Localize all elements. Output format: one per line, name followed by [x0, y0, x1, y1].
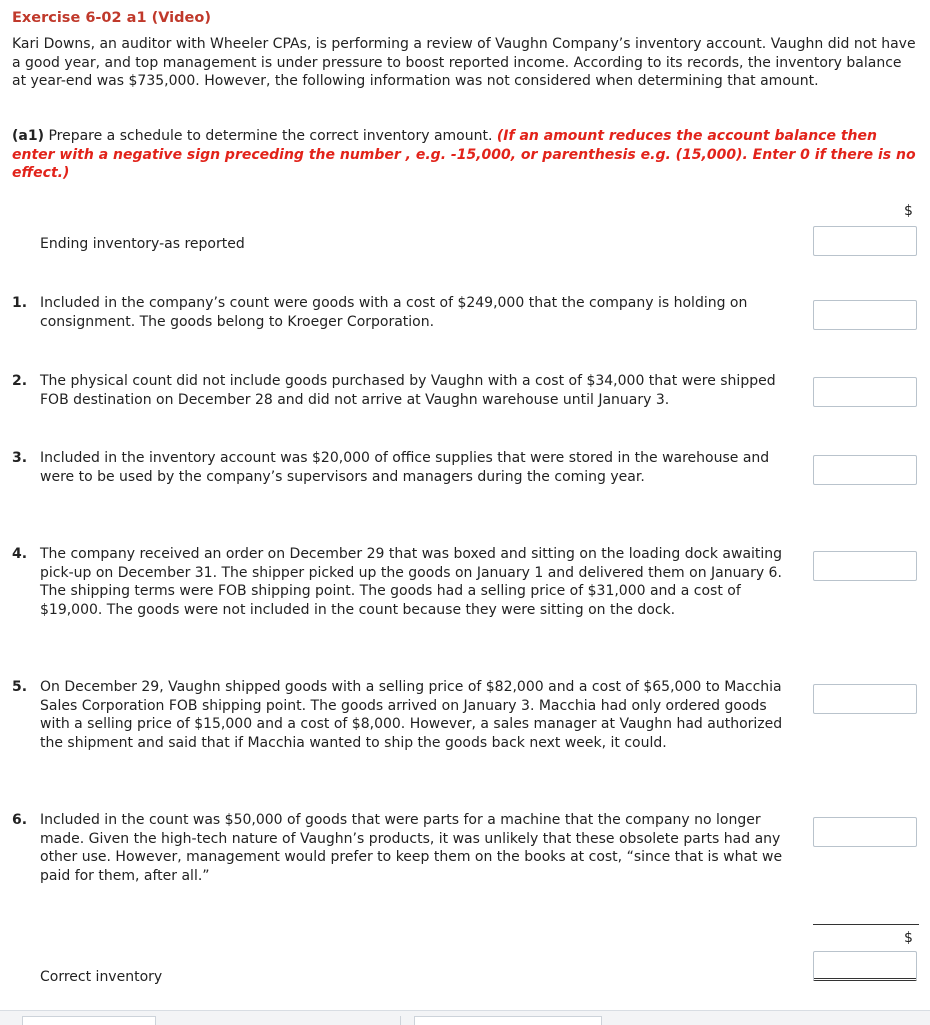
item-3-text: Included in the inventory account was $20,000 of office supplies that were stored in the warehouse and were to be used by the company’s supervisors and managers during the coming year. [40, 450, 770, 485]
item-number: 4. [12, 546, 28, 562]
item-4-input[interactable] [813, 551, 917, 581]
item-number: 1. [12, 295, 28, 311]
item-number: 5. [12, 679, 28, 695]
currency-symbol-top: $ [904, 203, 913, 219]
item-number: 3. [12, 450, 28, 466]
correct-inventory-label: Correct inventory [40, 969, 163, 985]
item-3-input[interactable] [813, 455, 917, 485]
item-6-text: Included in the count was $50,000 of goods that were parts for a machine that the company no longer made. Given the high-tech nature of Vaughn’s products, it was unlikely that these obsolete parts had any other use. However, management would prefer to keep them on the books at cost, “since that is what we paid for them, after all.” [40, 812, 783, 884]
currency-symbol-bottom: $ [904, 930, 913, 946]
ending-inventory-input[interactable] [813, 226, 917, 256]
question-tag: (a1) [12, 128, 44, 144]
question-prompt [12, 127, 922, 183]
problem-intro: Kari Downs, an auditor with Wheeler CPAs, is performing a review of Vaughn Company’s inventory account. Vaughn did not have a good year, and top management is under pressure to boost reported income. According to its records, the inventory balance at year-end was $735,000. However, the following information was not considered when determining that amount. [12, 36, 916, 89]
item-number: 2. [12, 373, 28, 389]
question-text: Prepare a schedule to determine the correct inventory amount. [44, 128, 497, 144]
item-5-input[interactable] [813, 684, 917, 714]
item-4-text: The company received an order on December 29 that was boxed and sitting on the loading dock awaiting pick-up on December 31. The shipper picked up the goods on January 1 and delivered them on January 6. The shipping terms were FOB shipping point. The goods had a selling price of $31,000 and a cost of $19,000. The goods were not included in the count because they were sitting on the dock. [40, 546, 783, 618]
item-1-text: Included in the company’s count were goods with a cost of $249,000 that the company is holding on consignment. The goods belong to Kroeger Corporation. [40, 295, 748, 330]
exercise-title: Exercise 6-02 a1 (Video) [12, 10, 211, 26]
item-2-text: The physical count did not include goods purchased by Vaughn with a cost of $34,000 that were shipped FOB destination on December 28 and did not arrive at Vaughn warehouse until January 3. [40, 373, 776, 408]
ending-inventory-label: Ending inventory-as reported [40, 236, 245, 252]
total-rule [813, 924, 919, 925]
item-2-input[interactable] [813, 377, 917, 407]
item-1-input[interactable] [813, 300, 917, 330]
correct-inventory-input[interactable] [813, 951, 917, 981]
item-number: 6. [12, 812, 28, 828]
item-5-text: On December 29, Vaughn shipped goods with a selling price of $82,000 and a cost of $65,000 to Macchia Sales Corporation FOB shipping point. The goods arrived on January 3. Macchia had only ordered goods with a selling price of $15,000 and a cost of $8,000. However, a sales manager at Vaughn had authorized the shipment and said that if Macchia wanted to ship the goods back next week, it could. [40, 679, 783, 751]
item-6-input[interactable] [813, 817, 917, 847]
question-instruction: (If an amount reduces the account balance then enter with a negative sign preceding the number , e.g. -15,000, or parenthesis e.g. (15,000). Enter 0 if there is no effect.) [12, 128, 916, 181]
